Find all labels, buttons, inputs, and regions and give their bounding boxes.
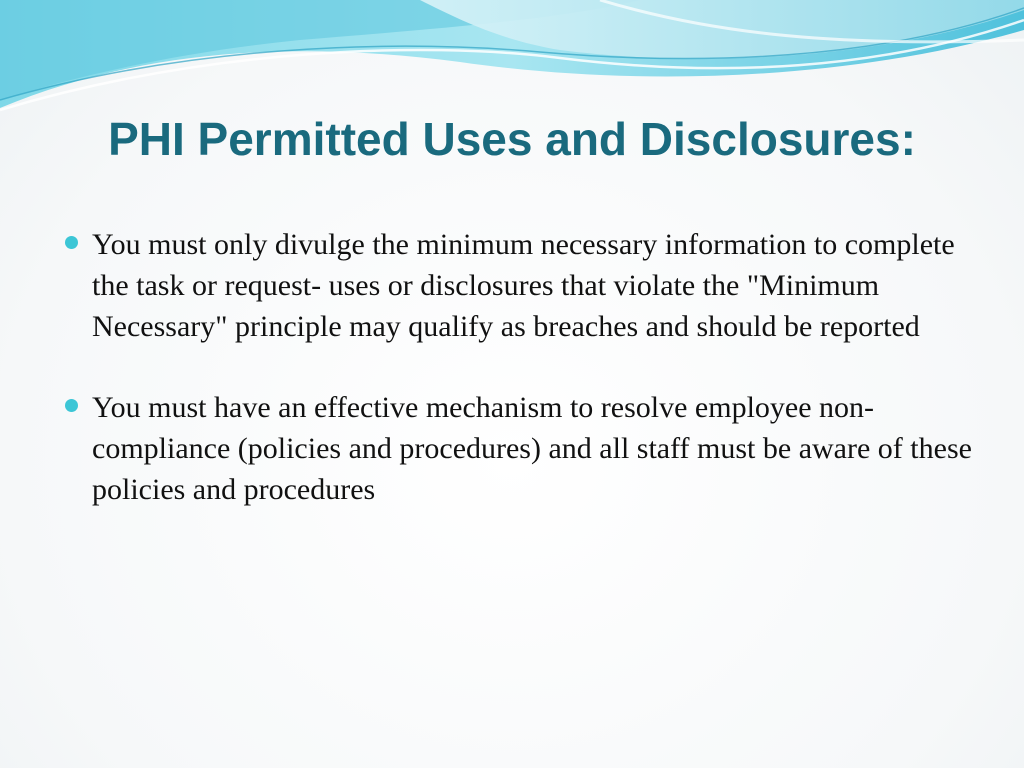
bullet-dot-icon bbox=[65, 399, 78, 412]
bullet-list bbox=[62, 224, 972, 550]
bullet-text: You must only divulge the minimum necessary information to complete the task or request- uses or disclosures that violate the "Minimum Necessary" principle may qualify as breaches and should be reported bbox=[92, 228, 955, 343]
list-item bbox=[62, 224, 972, 347]
bullet-text: You must have an effective mechanism to resolve employee non-compliance (policies and procedures) and all staff must be aware of these policies and procedures bbox=[92, 391, 972, 506]
list-item bbox=[62, 387, 972, 510]
header-wave-decoration bbox=[0, 0, 1024, 120]
bullet-dot-icon bbox=[65, 236, 78, 249]
page-title: PHI Permitted Uses and Disclosures: bbox=[108, 113, 916, 165]
